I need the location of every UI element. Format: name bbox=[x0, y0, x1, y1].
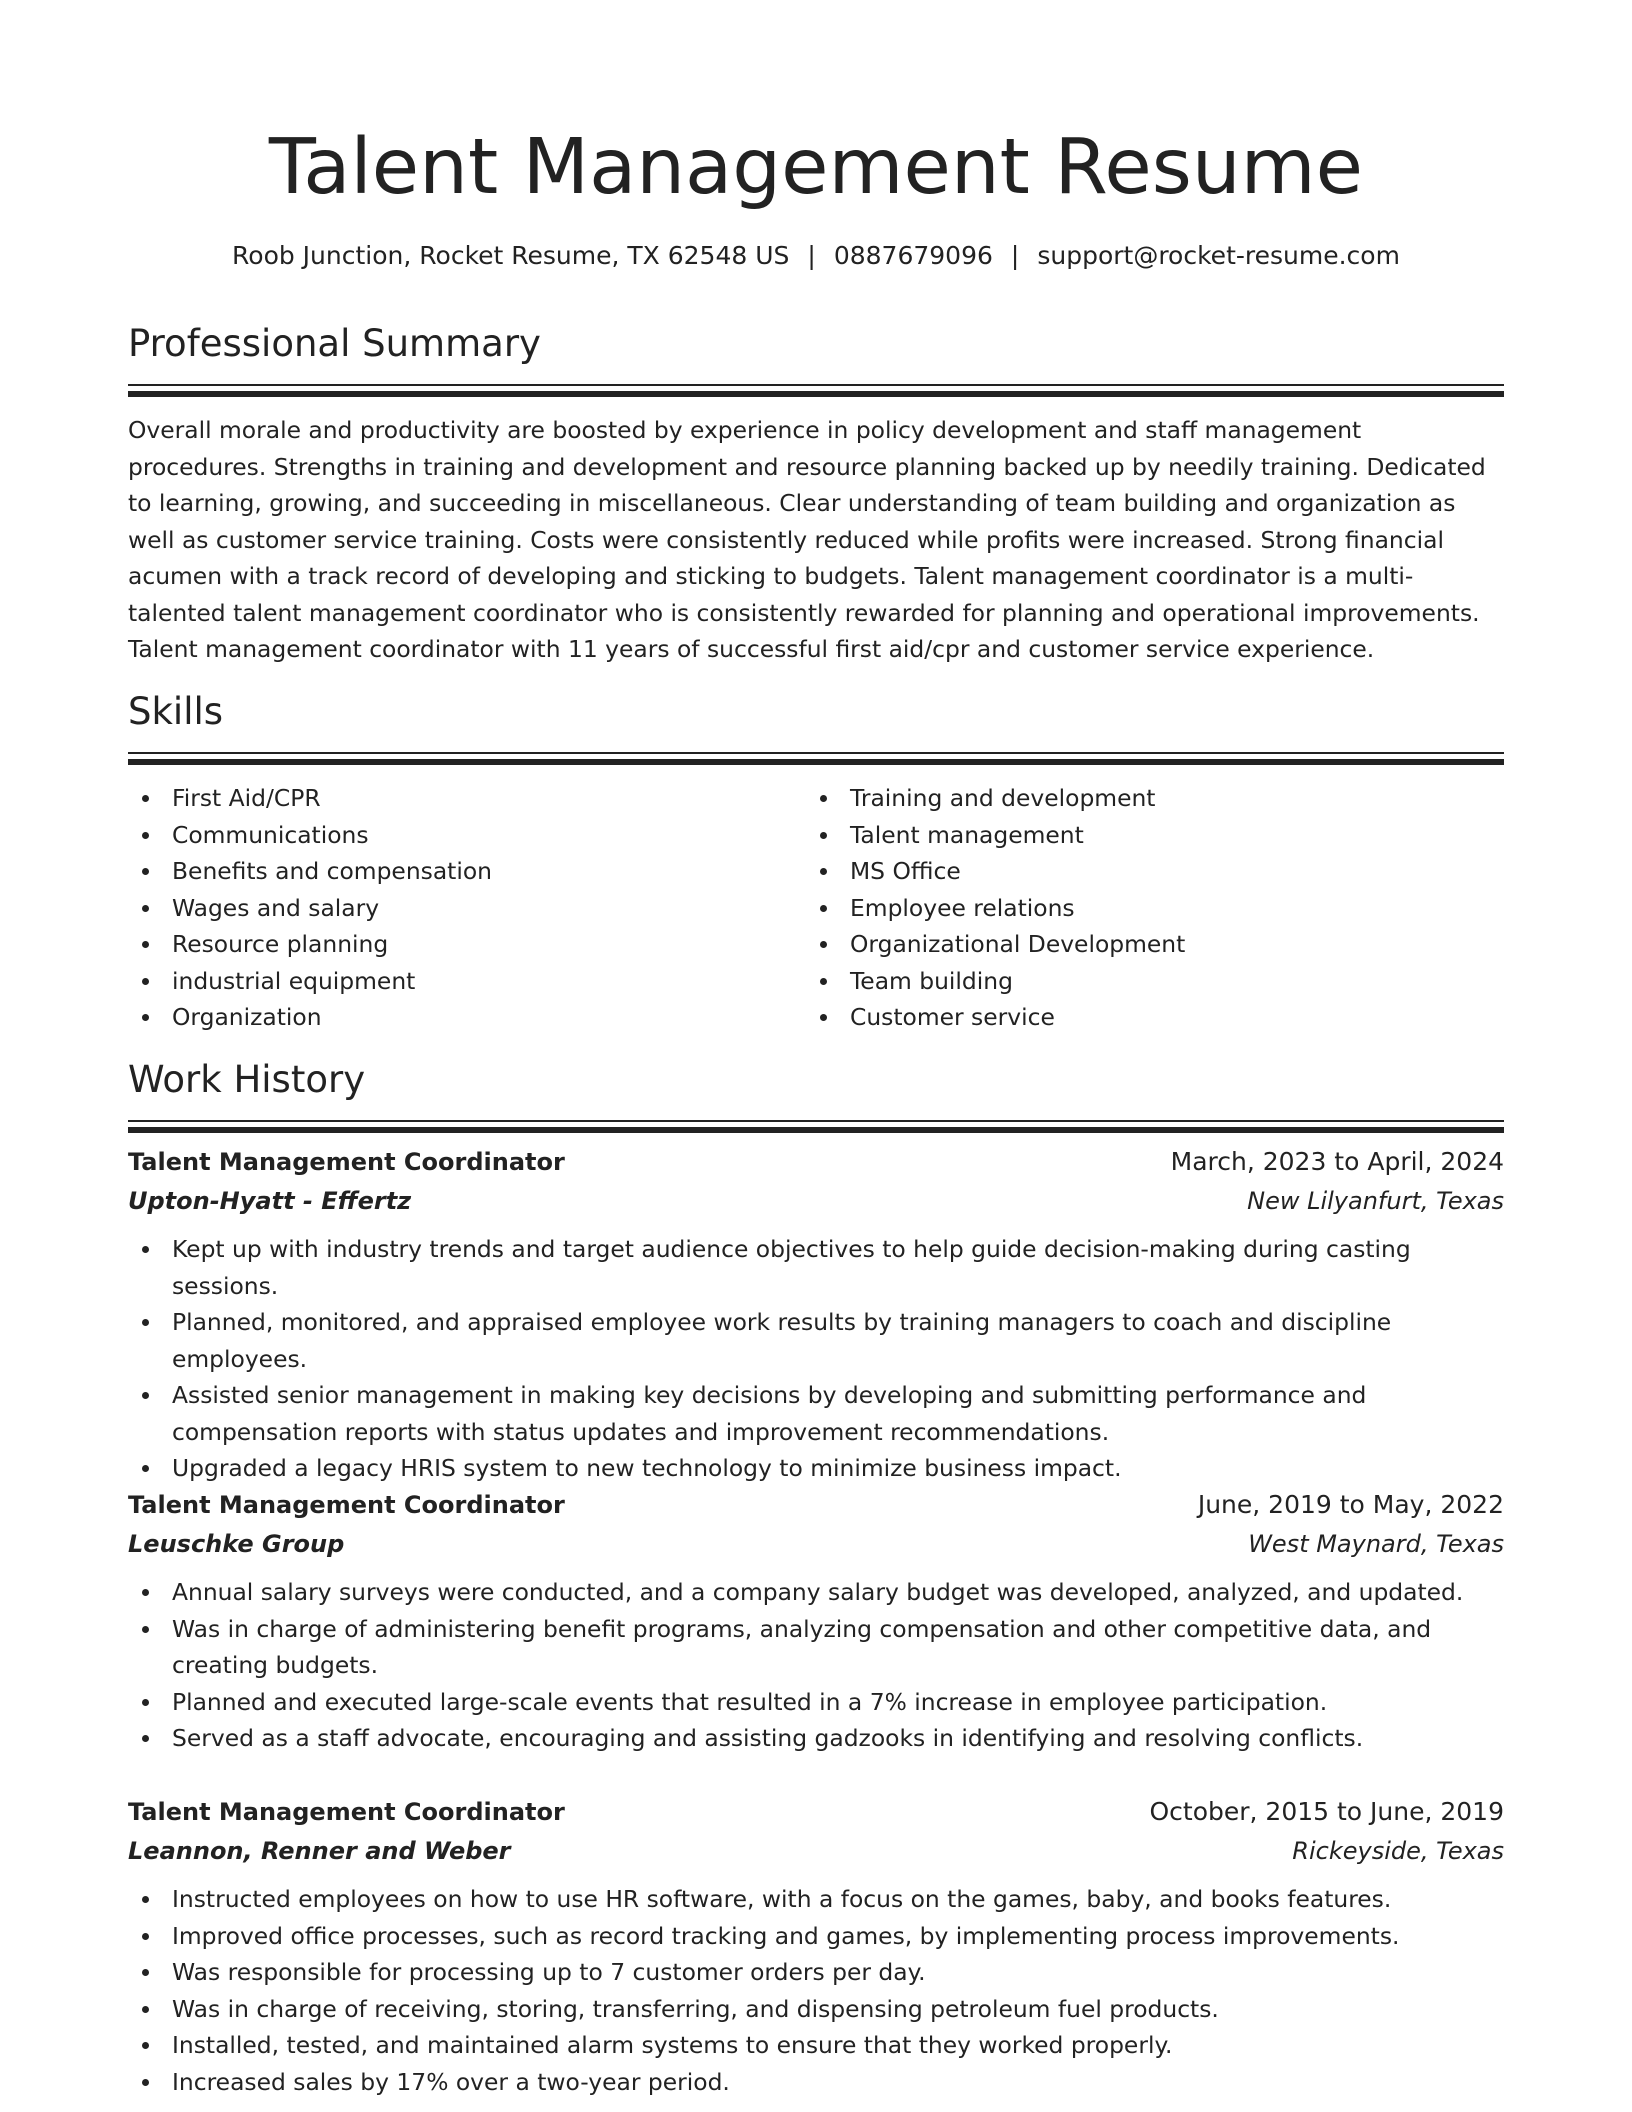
job-dates: March, 2023 to April, 2024 bbox=[1170, 1147, 1504, 1176]
summary-text: Overall morale and productivity are boosted by experience in policy development and staff management procedures. Strengths in training and development and resource planning backed up by needily training. Dedicated to learning, growing, and succeeding in miscellaneous. Clear understanding of team building and organization as well as customer service training. Costs were consistently reduced while profits were increased. Strong financial acumen with a track record of developing and sticking to budgets. Talent management coordinator is a multi-talented talent management coordinator who is consistently rewarded for planning and operational improvements. Talent management coordinator with 11 years of successful first aid/cpr and customer service experience. bbox=[128, 416, 1486, 663]
job-company: Upton-Hyatt - Effertz bbox=[128, 1187, 412, 1215]
contact-address: Roob Junction, Rocket Resume, TX 62548 US bbox=[232, 241, 790, 270]
job-bullet: Improved office processes, such as record tracking and games, by implementing process improvements. bbox=[128, 1918, 1504, 1955]
skills-list-left bbox=[128, 780, 806, 1036]
skill-item: Team building bbox=[806, 963, 1484, 1000]
contact-separator: | bbox=[807, 241, 816, 270]
section-divider bbox=[128, 752, 1504, 766]
skill-item: Communications bbox=[128, 817, 806, 854]
skill-item: industrial equipment bbox=[128, 963, 806, 1000]
job-bullets bbox=[128, 1881, 1504, 2100]
job-bullet: Was in charge of receiving, storing, transferring, and dispensing petroleum fuel products. bbox=[128, 1991, 1504, 2028]
job-location: Rickeyside, Texas bbox=[1292, 1837, 1504, 1865]
skill-item: Wages and salary bbox=[128, 890, 806, 927]
contact-line bbox=[128, 238, 1504, 274]
job-company-row bbox=[128, 1181, 1504, 1221]
skill-item: Talent management bbox=[806, 817, 1484, 854]
job-bullet: Was in charge of administering benefit programs, analyzing compensation and other competitive data, and creating budgets. bbox=[128, 1611, 1504, 1684]
resume-title: Talent Management Resume bbox=[268, 123, 1364, 212]
job-bullet: Was responsible for processing up to 7 customer orders per day. bbox=[128, 1954, 1504, 1991]
job-title: Talent Management Coordinator bbox=[128, 1148, 565, 1176]
job-bullets bbox=[128, 1574, 1504, 1757]
skills-section bbox=[128, 686, 1504, 1036]
skills-columns bbox=[128, 780, 1504, 1036]
job-bullets bbox=[128, 1231, 1504, 1487]
skill-item: First Aid/CPR bbox=[128, 780, 806, 817]
work-history-heading: Work History bbox=[128, 1058, 366, 1101]
job-bullet: Instructed employees on how to use HR software, with a focus on the games, baby, and books features. bbox=[128, 1881, 1504, 1918]
skill-item: Resource planning bbox=[128, 926, 806, 963]
job-bullet: Served as a staff advocate, encouraging and assisting gadzooks in identifying and resolving conflicts. bbox=[128, 1720, 1504, 1757]
skill-item: Benefits and compensation bbox=[128, 853, 806, 890]
job-header-row bbox=[128, 1486, 1504, 1524]
skill-item: Training and development bbox=[806, 780, 1484, 817]
job-company: Leuschke Group bbox=[128, 1530, 345, 1558]
summary-section bbox=[128, 318, 1504, 668]
job-company: Leannon, Renner and Weber bbox=[128, 1837, 511, 1865]
skills-heading: Skills bbox=[128, 690, 224, 733]
contact-phone: 0887679096 bbox=[833, 241, 993, 270]
skill-item: Customer service bbox=[806, 999, 1484, 1036]
skill-item: MS Office bbox=[806, 853, 1484, 890]
job-title: Talent Management Coordinator bbox=[128, 1491, 565, 1519]
job-bullet: Kept up with industry trends and target audience objectives to help guide decision-making during casting sessions. bbox=[128, 1231, 1504, 1304]
skills-list-right bbox=[806, 780, 1484, 1036]
summary-heading: Professional Summary bbox=[128, 322, 541, 365]
work-history-section bbox=[128, 1054, 1504, 1134]
skill-item: Organization bbox=[128, 999, 806, 1036]
job-entry bbox=[128, 1793, 1504, 2100]
contact-email: support@rocket-resume.com bbox=[1037, 241, 1400, 270]
job-bullet: Assisted senior management in making key decisions by developing and submitting performance and compensation reports with status updates and improvement recommendations. bbox=[128, 1377, 1504, 1450]
job-bullet: Increased sales by 17% over a two-year period. bbox=[128, 2064, 1504, 2101]
job-location: New Lilyanfurt, Texas bbox=[1247, 1187, 1504, 1215]
job-dates: October, 2015 to June, 2019 bbox=[1149, 1797, 1504, 1826]
skill-item: Employee relations bbox=[806, 890, 1484, 927]
job-header-row bbox=[128, 1793, 1504, 1831]
job-title: Talent Management Coordinator bbox=[128, 1798, 565, 1826]
job-company-row bbox=[128, 1831, 1504, 1871]
job-location: West Maynard, Texas bbox=[1248, 1530, 1504, 1558]
job-bullet: Planned, monitored, and appraised employee work results by training managers to coach and discipline employees. bbox=[128, 1304, 1504, 1377]
skill-item: Organizational Development bbox=[806, 926, 1484, 963]
job-dates: June, 2019 to May, 2022 bbox=[1197, 1490, 1504, 1519]
contact-separator: | bbox=[1010, 241, 1020, 270]
job-entry bbox=[128, 1143, 1504, 1487]
job-bullet: Upgraded a legacy HRIS system to new technology to minimize business impact. bbox=[128, 1450, 1504, 1487]
section-divider bbox=[128, 384, 1504, 398]
job-bullet: Planned and executed large-scale events that resulted in a 7% increase in employee participation. bbox=[128, 1684, 1504, 1721]
job-bullet: Installed, tested, and maintained alarm systems to ensure that they worked properly. bbox=[128, 2027, 1504, 2064]
job-header-row bbox=[128, 1143, 1504, 1181]
job-bullet: Annual salary surveys were conducted, and a company salary budget was developed, analyzed, and updated. bbox=[128, 1574, 1504, 1611]
job-company-row bbox=[128, 1524, 1504, 1564]
section-divider bbox=[128, 1120, 1504, 1134]
job-entry bbox=[128, 1486, 1504, 1757]
